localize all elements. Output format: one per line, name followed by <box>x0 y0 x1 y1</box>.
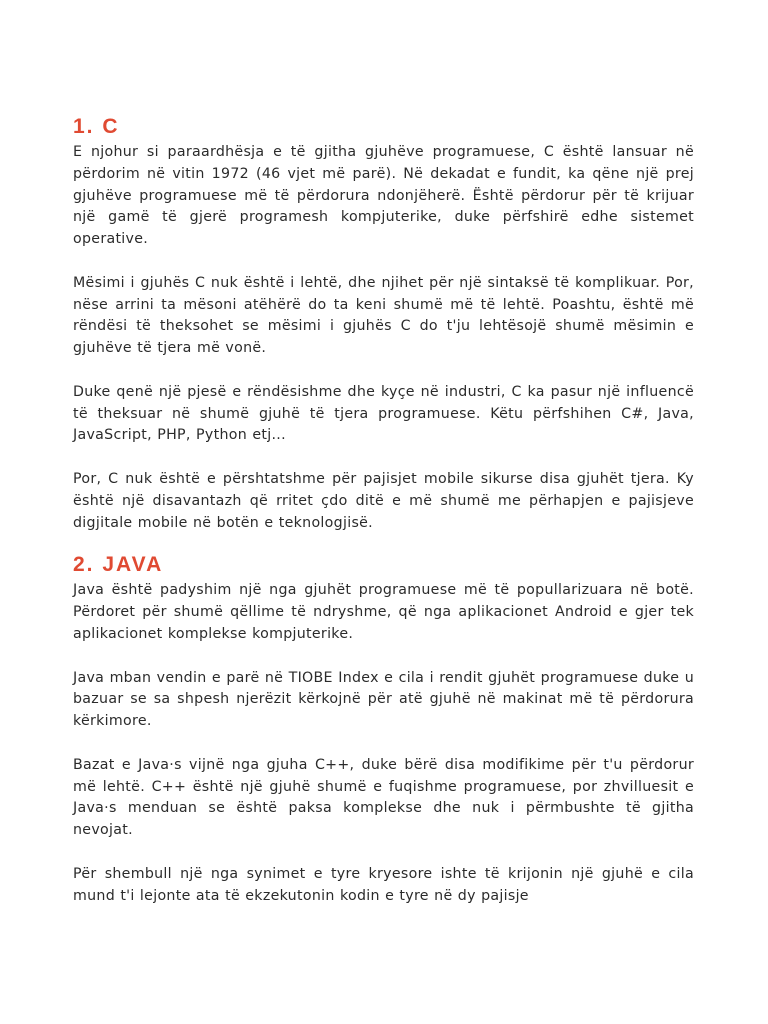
paragraph: Për shembull një nga synimet e tyre kryesore ishte të krijonin një gjuhë e cila mund t'i lejonte ata të ekzekutonin kodin e tyre në dy pajisje <box>73 865 694 904</box>
section-java <box>73 552 694 907</box>
paragraph: Duke qenë një pjesë e rëndësishme dhe kyçe në industri, C ka pasur një influencë të theksuar në shumë gjuhë të tjera programuese. Këtu përfshihen C#, Java, JavaScript, PHP, Python etj... <box>73 383 694 444</box>
paragraph: E njohur si paraardhësja e të gjitha gjuhëve programuese, C është lansuar në përdorim në vitin 1972 (46 vjet më parë). Në dekadat e fundit, ka qëne një prej gjuhëve programuese më të përdorura ndonjëherë. Është përdorur për të krijuar një gamë të gjerë programesh kompjuterike, duke përfshirë edhe sistemet operative. <box>73 144 694 248</box>
document-page <box>73 114 694 929</box>
section-heading: 1. C <box>73 115 120 138</box>
section-heading: 2. JAVA <box>73 553 164 577</box>
paragraph: Java mban vendin e parë në TIOBE Index e cila i rendit gjuhët programuese duke u bazuar se sa shpesh njerëzit kërkojnë për atë gjuhë në makinat më të përdorura kërkimore. <box>73 669 694 730</box>
paragraph: Java është padyshim një nga gjuhët programuese më të popullarizuara në botë. Përdoret për shumë qëllime të ndryshme, që nga aplikacionet Android e gjer tek aplikacionet komplekse kompjuterike. <box>73 582 694 642</box>
paragraph: Bazat e Java·s vijnë nga gjuha C++, duke bërë disa modifikime për t'u përdorur më lehtë. C++ është një gjuhë shumë e fuqishme programuese, por zhvilluesit e Java·s menduan se është paksa komplekse dhe nuk i përmbushte të gjitha nevojat. <box>73 756 694 839</box>
paragraph: Por, C nuk është e përshtatshme për pajisjet mobile sikurse disa gjuhët tjera. Ky është një disavantazh që rritet çdo ditë e më shumë me përhapjen e pajisjeve digjitale mobile në botën e teknologjisë. <box>73 470 694 531</box>
section-c <box>73 114 694 534</box>
paragraph: Mësimi i gjuhës C nuk është i lehtë, dhe njihet për një sintaksë të komplikuar. Por, nëse arrini ta mësoni atëhërë do ta keni shumë më të lehtë. Poashtu, është më rëndësi të theksohet se mësimi i gjuhës C do t'ju lehtësojë shumë mësimin e gjuhëve të tjera më vonë. <box>73 274 694 357</box>
